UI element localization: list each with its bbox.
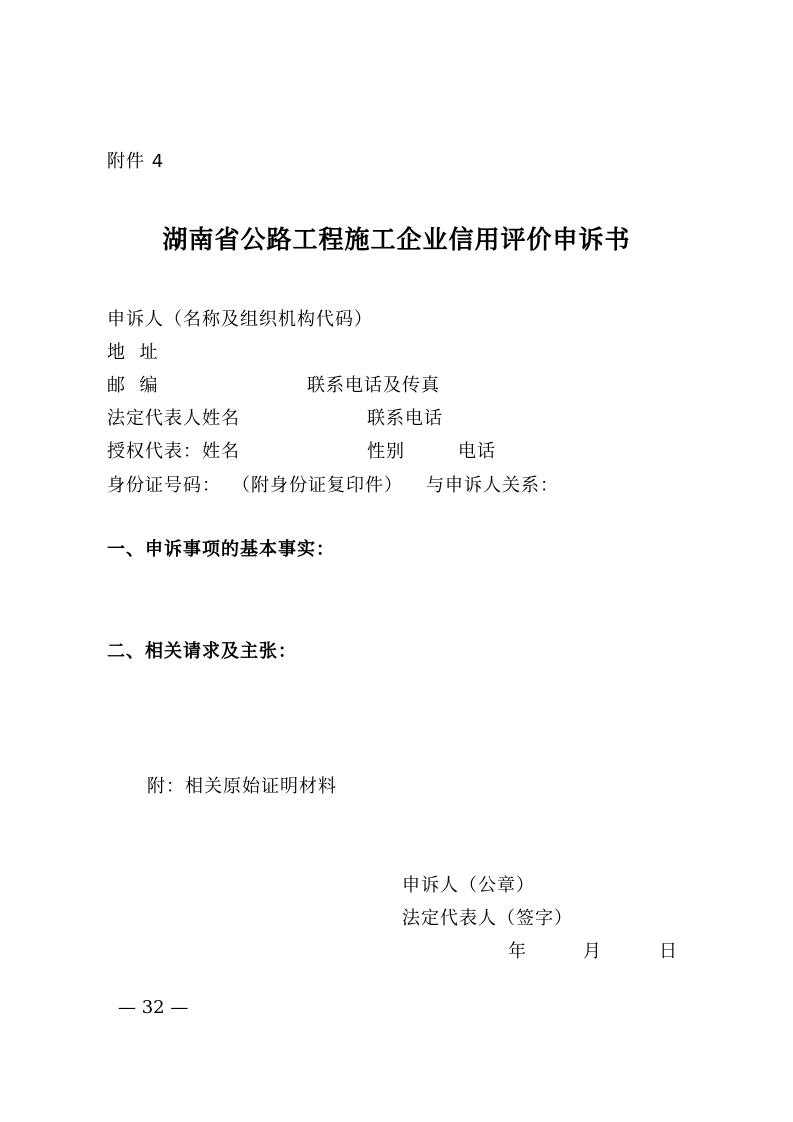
annex-label: 附件 4 (107, 151, 165, 172)
gender-label: 性别 (367, 441, 405, 462)
postcode-label: 邮 编 (107, 375, 159, 396)
section-requests-heading: 二、相关请求及主张： (107, 641, 297, 662)
date-day-label: 日 (659, 941, 678, 962)
id-number-label: 身份证号码： (107, 475, 221, 496)
complainant-label: 申诉人（名称及组织机构代码） (107, 309, 373, 330)
id-copy-note: （附身份证复印件） (232, 475, 403, 496)
date-year-label: 年 (508, 941, 527, 962)
document-title: 湖南省公路工程施工企业信用评价申诉书 (162, 225, 631, 254)
attachment-note: 附：相关原始证明材料 (147, 776, 337, 797)
legal-rep-sign-label: 法定代表人（签字） (402, 908, 573, 929)
authorized-rep-label: 授权代表：姓名 (107, 441, 240, 462)
phone-label: 电话 (458, 441, 496, 462)
date-month-label: 月 (583, 941, 602, 962)
contact-phone-label: 联系电话 (367, 408, 443, 429)
address-label: 地 址 (107, 342, 159, 363)
legal-rep-name-label: 法定代表人姓名 (107, 408, 240, 429)
contact-phone-fax-label: 联系电话及传真 (307, 375, 440, 396)
relation-label: 与申诉人关系： (426, 475, 559, 496)
seal-label: 申诉人（公章） (402, 875, 535, 896)
page-number: — 32 — (118, 997, 189, 1018)
section-basic-facts-heading: 一、申诉事项的基本事实： (107, 539, 335, 560)
